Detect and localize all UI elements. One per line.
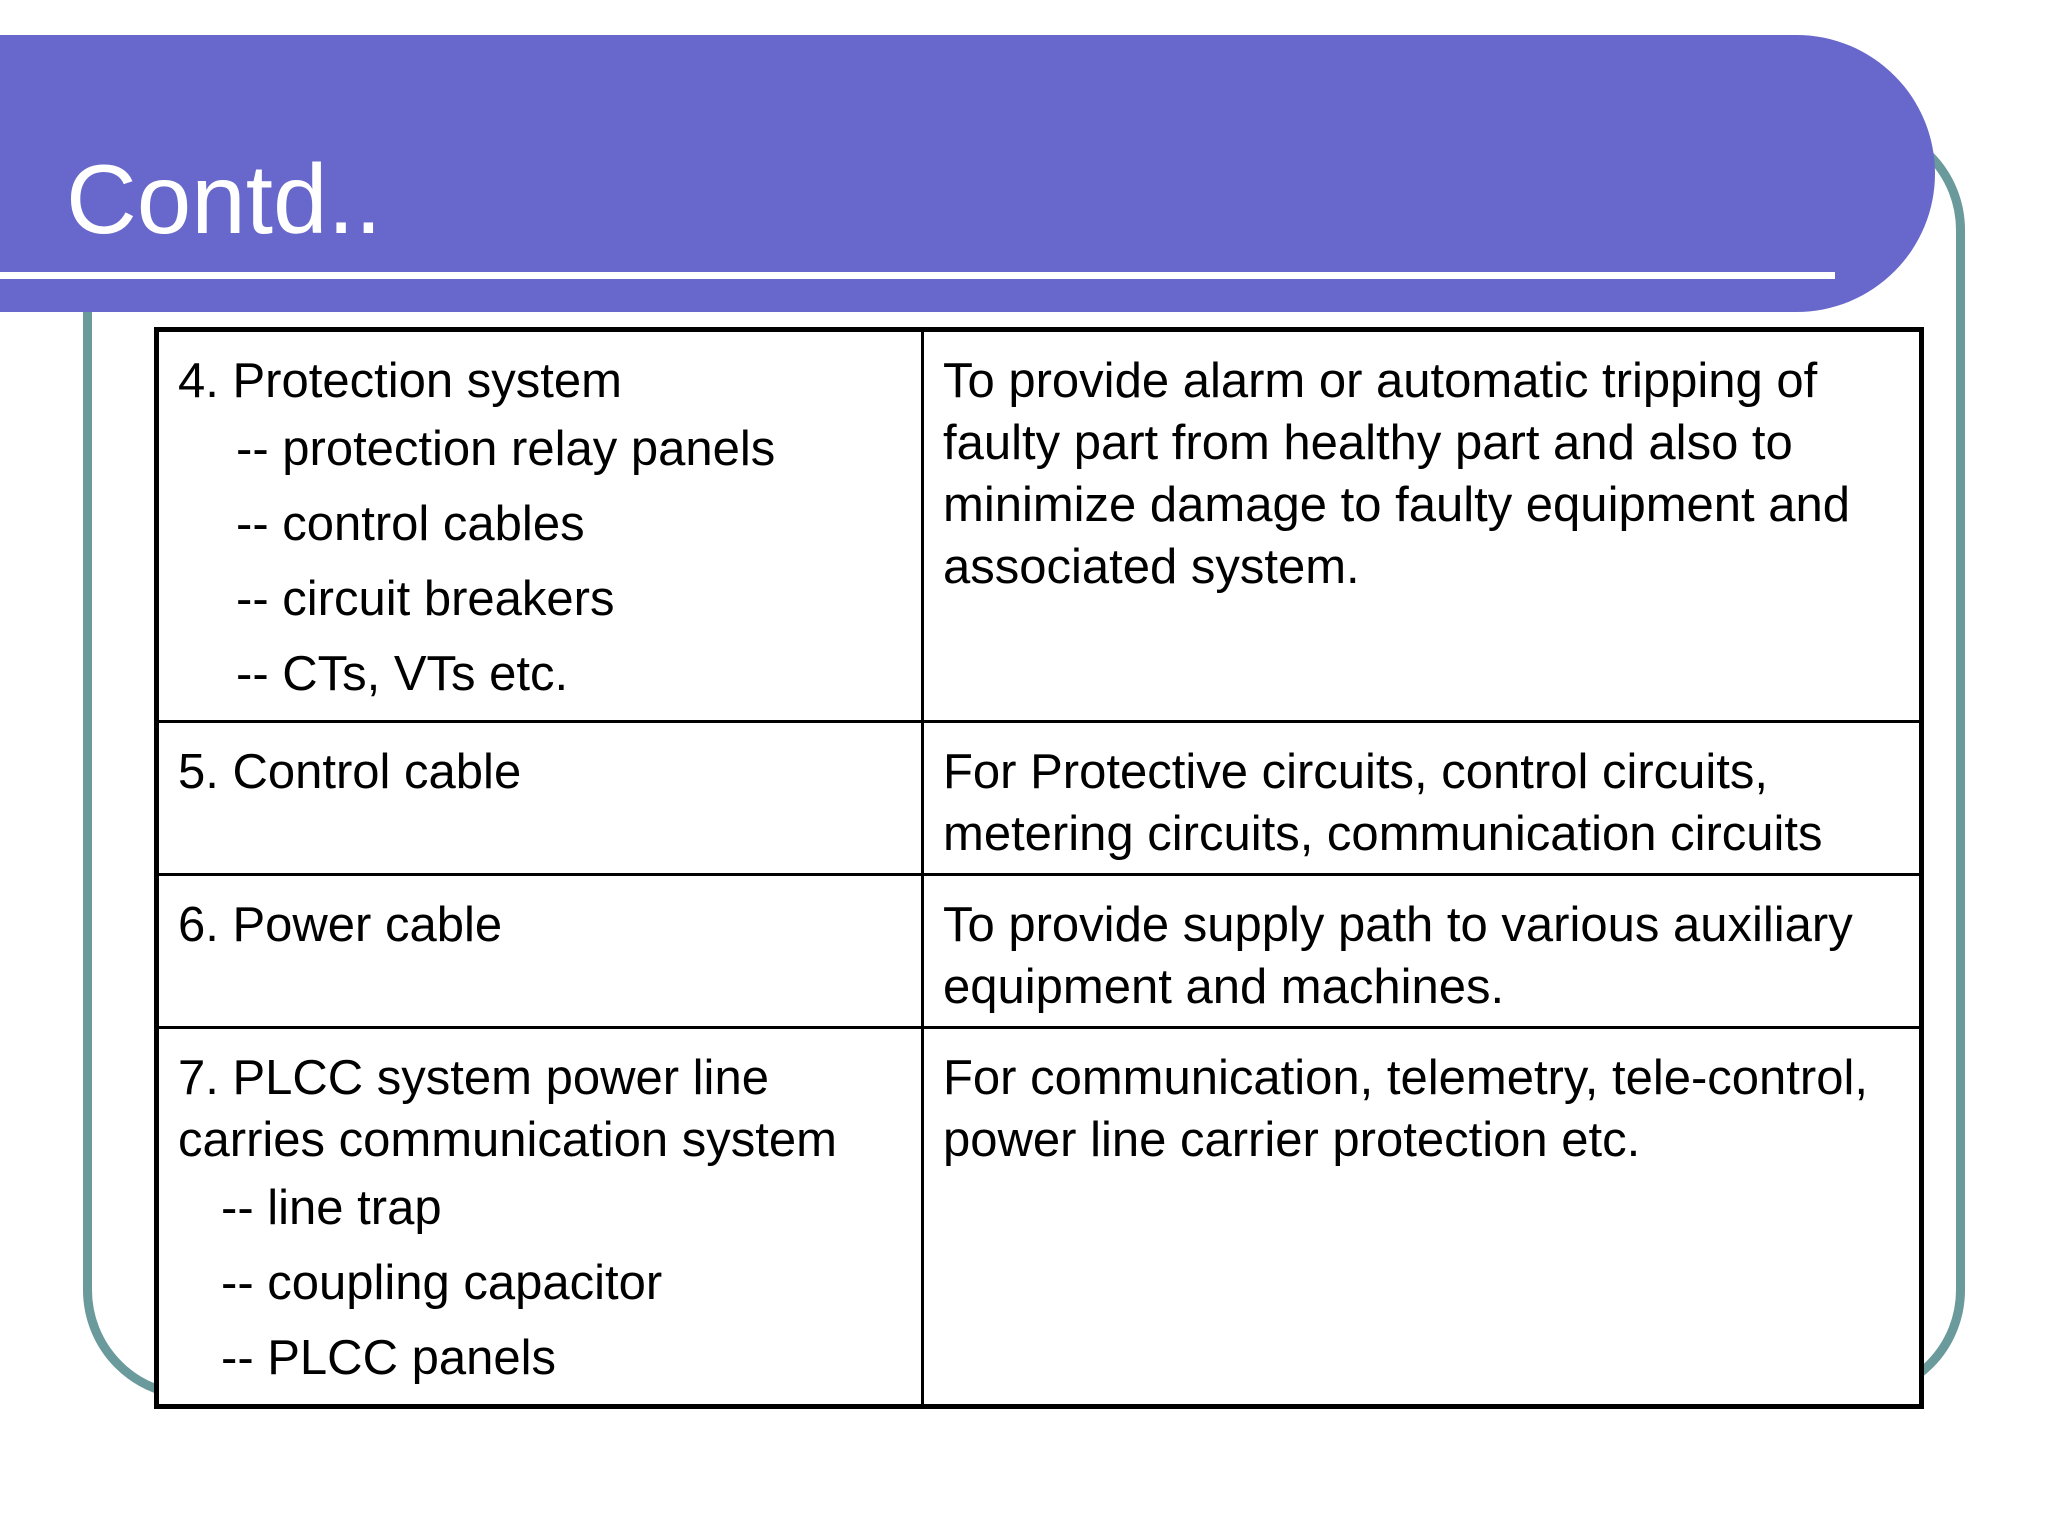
description-cell: To provide supply path to various auxiliary equipment and machines. [923,875,1922,1028]
sub-item: -- coupling capacitor [221,1256,663,1310]
sub-item: -- CTs, VTs etc. [236,647,569,701]
item-heading: 6. Power cable [178,898,503,952]
item-heading: 5. Control cable [178,745,522,799]
item-cell [157,330,923,722]
sub-item: -- control cables [236,497,585,551]
item-cell [157,722,923,875]
sub-item: -- protection relay panels [236,422,776,476]
table-row [157,1028,1922,1407]
table-row [157,330,1922,722]
sub-item: -- PLCC panels [221,1331,556,1385]
item-heading: 7. PLCC system power line carries communication system [178,1051,837,1167]
sub-item: -- circuit breakers [236,572,615,626]
table-row [157,875,1922,1028]
item-cell [157,1028,923,1407]
description-cell: To provide alarm or automatic tripping of faulty part from healthy part and also to minimize damage to faulty equipment and associated system. [923,330,1922,722]
item-heading: 4. Protection system [178,354,622,408]
description-cell: For communication, telemetry, tele-control, power line carrier protection etc. [923,1028,1922,1407]
slide-title: Contd.. [66,144,382,254]
equipment-table [154,327,1924,1409]
title-underline [0,272,1835,279]
description-cell: For Protective circuits, control circuits, metering circuits, communication circuits [923,722,1922,875]
item-cell [157,875,923,1028]
sub-item: -- line trap [221,1181,442,1235]
table-row [157,722,1922,875]
